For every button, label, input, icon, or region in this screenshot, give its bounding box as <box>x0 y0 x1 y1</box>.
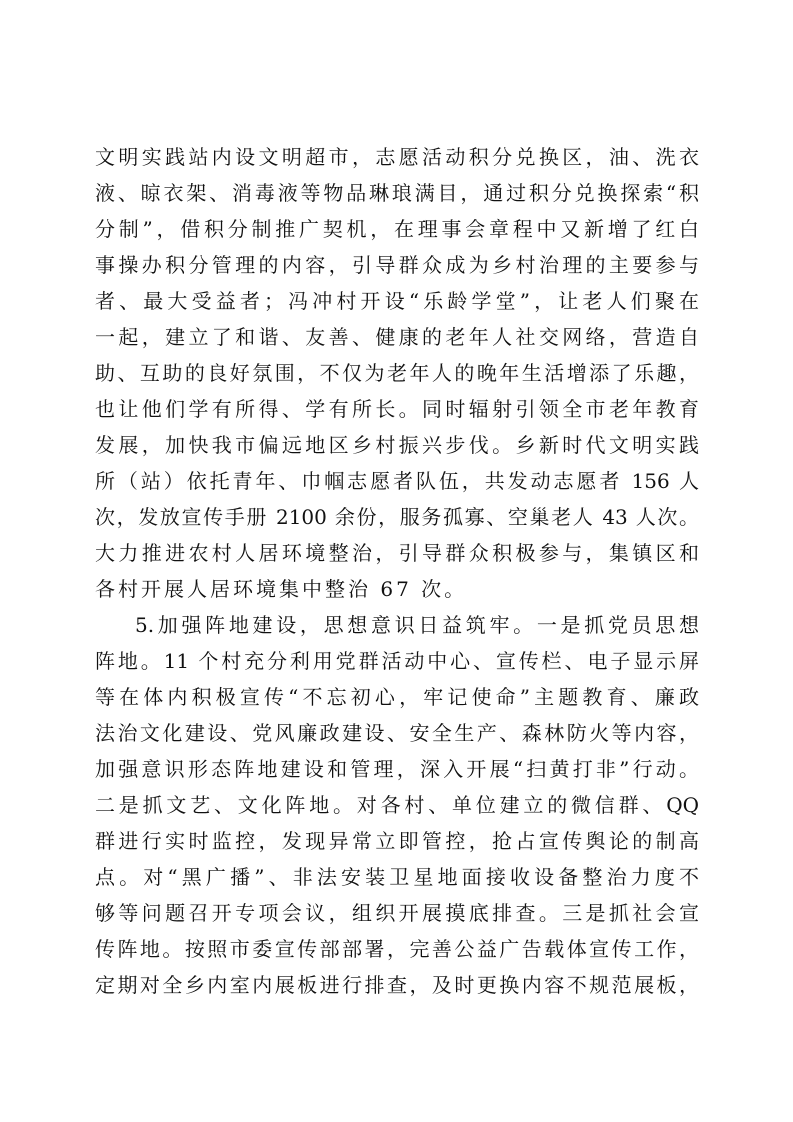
text-line: 助、互助的良好氛围，不仅为老年人的晚年生活增添了乐趣， <box>95 361 699 385</box>
text-line: 事操办积分管理的内容，引导群众成为乡村治理的主要参与 <box>95 253 699 277</box>
text-line: 发展，加快我市偏远地区乡村振兴步伐。乡新时代文明实践 <box>95 433 699 457</box>
text-line: 阵地。11 个村充分利用党群活动中心、宣传栏、电子显示屏 <box>95 649 699 673</box>
text-line: 够等问题召开专项会议，组织开展摸底排查。三是抓社会宣 <box>95 901 699 925</box>
section-heading-line: 5.加强阵地建设，思想意识日益筑牢。一是抓党员思想 <box>135 613 699 637</box>
text-line: 各村开展人居环境集中整治 67 次。 <box>95 577 468 601</box>
text-line: 大力推进农村人居环境整治，引导群众积极参与，集镇区和 <box>95 541 699 565</box>
text-line: 次，发放宣传手册 2100 余份，服务孤寡、空巢老人 43 人次。 <box>95 505 699 529</box>
text-line: 传阵地。按照市委宣传部部署，完善公益广告载体宣传工作， <box>95 937 699 961</box>
text-line: 等在体内积极宣传“不忘初心，牢记使命”主题教育、廉政 <box>95 685 699 709</box>
text-line: 定期对全乡内室内展板进行排查，及时更换内容不规范展板， <box>95 973 699 997</box>
text-line: 二是抓文艺、文化阵地。对各村、单位建立的微信群、QQ <box>95 793 699 817</box>
text-line: 文明实践站内设文明超市，志愿活动积分兑换区，油、洗衣 <box>95 145 699 169</box>
text-line: 分制”，借积分制推广契机，在理事会章程中又新增了红白 <box>95 217 699 241</box>
text-line: 一起，建立了和谐、友善、健康的老年人社交网络，营造自 <box>95 325 699 349</box>
text-line: 群进行实时监控，发现异常立即管控，抢占宣传舆论的制高 <box>95 829 699 853</box>
text-line: 液、晾衣架、消毒液等物品琳琅满目，通过积分兑换探索“积 <box>95 181 699 205</box>
text-line: 者、最大受益者；冯冲村开设“乐龄学堂”，让老人们聚在 <box>95 289 699 313</box>
text-line: 法治文化建设、党风廉政建设、安全生产、森林防火等内容， <box>95 721 699 745</box>
text-line: 加强意识形态阵地建设和管理，深入开展“扫黄打非”行动。 <box>95 757 699 781</box>
document-body <box>95 139 699 1003</box>
text-line: 点。对“黑广播”、非法安装卫星地面接收设备整治力度不 <box>95 865 699 889</box>
text-line: 也让他们学有所得、学有所长。同时辐射引领全市老年教育 <box>95 397 699 421</box>
text-line: 所（站）依托青年、巾帼志愿者队伍，共发动志愿者 156 人 <box>95 469 699 493</box>
